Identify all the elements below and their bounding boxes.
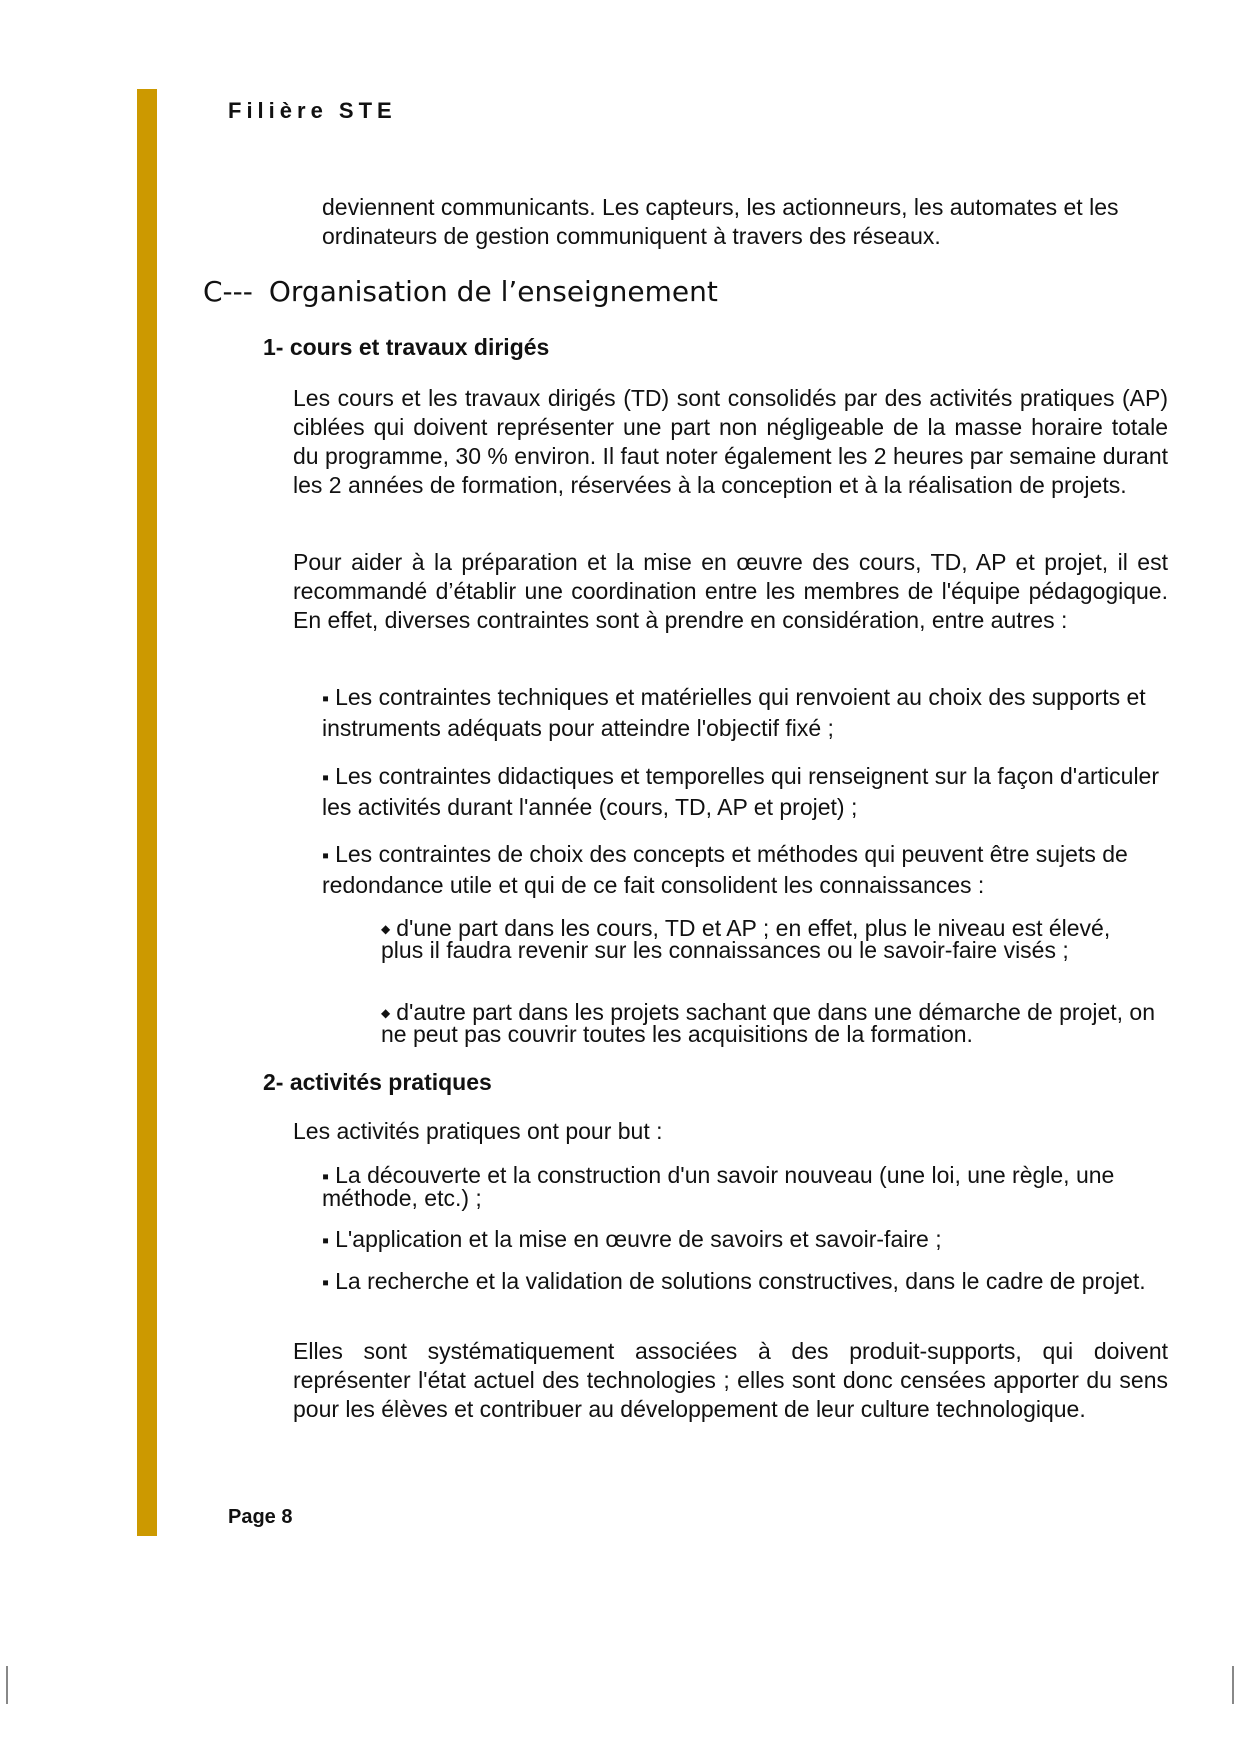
section-prefix: C--- [203, 275, 253, 308]
list-item: ▪ Les contraintes didactiques et temporelles qui renseignent sur la façon d'articuler les activités durant l'année (cours, TD, AP et projet) ; [322, 762, 1162, 822]
list-item: ▪ La découverte et la construction d'un savoir nouveau (une loi, une règle, une méthode, etc.) ; [322, 1165, 1162, 1209]
sidebar-accent-bar [137, 89, 157, 1536]
right-edge-mark [1232, 1666, 1234, 1704]
subsection-1-paragraph-1: Les cours et les travaux dirigés (TD) sont consolidés par des activités pratiques (AP) ciblées qui doivent représenter une part non négligeable de la masse horaire totale du programme, 30 % environ. Il faut noter également les 2 heures par semaine durant les 2 années de formation, réservées à la conception et à la réalisation de projets. [293, 385, 1168, 498]
intro-paragraph: deviennent communicants. Les capteurs, les actionneurs, les automates et les ordinateurs de gestion communiquent à travers des réseaux. [322, 194, 1119, 249]
left-edge-mark [6, 1666, 8, 1704]
document-header: Filière STE [228, 98, 397, 123]
list-item: ▪ L'application et la mise en œuvre de savoirs et savoir-faire ; [322, 1229, 1162, 1252]
subsection-1-title: 1- cours et travaux dirigés [263, 334, 550, 360]
section-title-text: Organisation de l’enseignement [268, 275, 718, 308]
page-number: Page 8 [228, 1506, 293, 1528]
sub-list-item: ◆ d'une part dans les cours, TD et AP ; en effet, plus le niveau est élevé, plus il faudra revenir sur les connaissances ou le savoir-faire visés ; [381, 918, 1141, 961]
list-item: ▪ Les contraintes techniques et matérielles qui renvoient au choix des supports et instruments adéquats pour atteindre l'objectif fixé ; [322, 683, 1162, 743]
subsection-2-closing: Elles sont systématiquement associées à des produit-supports, qui doivent représenter l'état actuel des technologies ; elles sont donc censées apporter du sens pour les élèves et contribuer au développement de leur culture technologique. [293, 1338, 1168, 1422]
sub-list-item: ◆ d'autre part dans les projets sachant que dans une démarche de projet, on ne peut pas couvrir toutes les acquisitions de la formation. [381, 1002, 1161, 1045]
list-item: ▪ La recherche et la validation de solutions constructives, dans le cadre de projet. [322, 1271, 1162, 1294]
subsection-2-title: 2- activités pratiques [263, 1069, 492, 1095]
section-heading [203, 275, 718, 308]
subsection-1-paragraph-2: Pour aider à la préparation et la mise en œuvre des cours, TD, AP et projet, il est recommandé d’établir une coordination entre les membres de l'équipe pédagogique. En effet, diverses contraintes sont à prendre en considération, entre autres : [293, 549, 1168, 633]
list-item: ▪ Les contraintes de choix des concepts et méthodes qui peuvent être sujets de redondance utile et qui de ce fait consolident les connaissances : [322, 840, 1162, 900]
subsection-2-lead: Les activités pratiques ont pour but : [293, 1118, 663, 1144]
